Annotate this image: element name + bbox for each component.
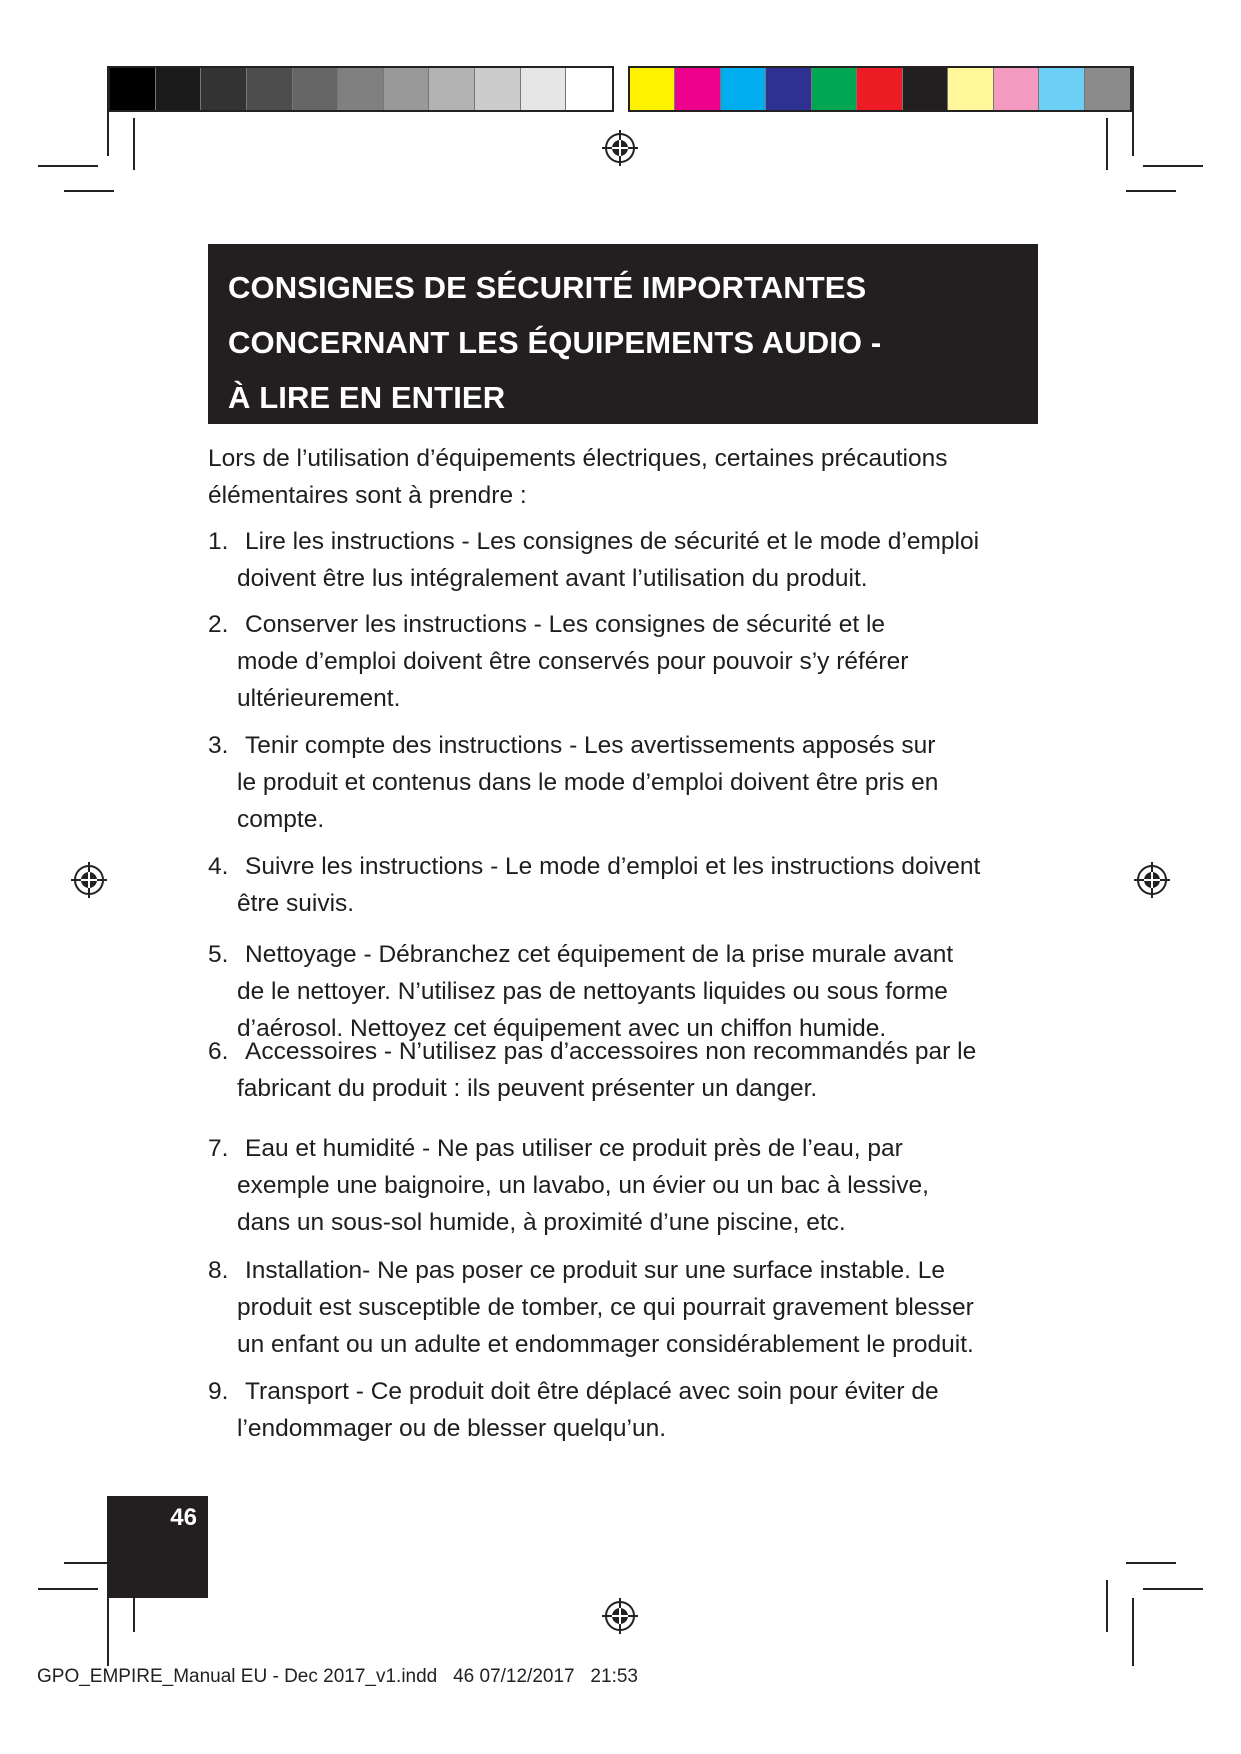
color-swatch [521,68,567,110]
color-swatch [475,68,521,110]
list-item [208,523,1053,597]
list-item-number: 3. [208,732,229,759]
section-title-box [208,244,1038,424]
registration-mark-icon [600,1596,640,1636]
grayscale-calibration-bar [108,66,614,112]
color-swatch [1039,68,1084,110]
color-swatch [766,68,811,110]
section-title-line: CONCERNANT LES ÉQUIPEMENTS AUDIO - [228,325,882,360]
crop-mark [1106,118,1108,170]
list-item-number: 4. [208,853,229,880]
list-item-line: doivent être lus intégralement avant l’utilisation du produit. [237,565,868,592]
list-item-line: Lire les instructions - Les consignes de sécurité et le mode d’emploi [245,528,980,555]
crop-mark [38,1588,98,1590]
color-swatch [429,68,475,110]
intro-line: Lors de l’utilisation d’équipements électriques, certaines précautions [208,445,948,472]
crop-mark [1126,190,1176,192]
crop-mark [1126,1562,1176,1564]
color-swatch [110,68,156,110]
crop-mark [133,118,135,170]
crop-mark [1143,1588,1203,1590]
list-item-line: de le nettoyer. N’utilisez pas de nettoyants liquides ou sous forme [237,978,948,1005]
list-item-number: 7. [208,1135,229,1162]
crop-mark [107,1598,109,1666]
section-title-line: CONSIGNES DE SÉCURITÉ IMPORTANTES [228,270,867,305]
list-item [208,727,1053,838]
crop-mark [1132,1598,1134,1666]
color-swatch [812,68,857,110]
list-item-line: fabricant du produit : ils peuvent présenter un danger. [237,1075,818,1102]
print-slug: GPO_EMPIRE_Manual EU - Dec 2017_v1.indd 46 07/12/2017 21:53 [37,1666,638,1687]
list-item-number: 9. [208,1378,229,1405]
color-swatch [903,68,948,110]
color-swatch [675,68,720,110]
color-swatch [721,68,766,110]
list-item-line: dans un sous-sol humide, à proximité d’une piscine, etc. [237,1209,846,1236]
color-swatch [338,68,384,110]
color-swatch [630,68,675,110]
list-item-line: Suivre les instructions - Le mode d’emploi et les instructions doivent [245,853,981,880]
list-item-line: Conserver les instructions - Les consignes de sécurité et le [245,611,886,638]
list-item-line: Transport - Ce produit doit être déplacé avec soin pour éviter de [245,1378,939,1405]
list-item-number: 5. [208,941,229,968]
list-item-line: l’endommager ou de blesser quelqu’un. [237,1415,667,1442]
color-calibration-bar [628,66,1132,112]
list-item [208,1373,1053,1447]
color-swatch [857,68,902,110]
list-item-line: d’aérosol. Nettoyez cet équipement avec un chiffon humide. [237,1015,887,1042]
color-swatch [566,68,612,110]
list-item-number: 2. [208,611,229,638]
list-item-line: produit est susceptible de tomber, ce qui pourrait gravement blesser [237,1294,974,1321]
list-item [208,848,1053,922]
list-item-number: 1. [208,528,229,555]
list-item-number: 6. [208,1038,229,1065]
section-title-line: À LIRE EN ENTIER [228,380,506,415]
list-item-number: 8. [208,1257,229,1284]
list-item [208,1252,1053,1363]
crop-mark [1132,66,1134,156]
list-item-line: être suivis. [237,890,355,917]
list-item-line: Nettoyage - Débranchez cet équipement de la prise murale avant [245,941,954,968]
list-item-line: Installation- Ne pas poser ce produit sur une surface instable. Le [245,1257,946,1284]
list-item-line: exemple une baignoire, un lavabo, un évier ou un bac à lessive, [237,1172,929,1199]
crop-mark [1143,165,1203,167]
page-number-tab [107,1496,208,1598]
list-item [208,1130,1053,1241]
list-item-line: Tenir compte des instructions - Les avertissements apposés sur [245,732,936,759]
color-swatch [384,68,430,110]
list-item-line: ultérieurement. [237,685,401,712]
list-item-line: Accessoires - N’utilisez pas d’accessoires non recommandés par le [245,1038,977,1065]
registration-mark-icon [69,860,109,900]
crop-mark [107,66,109,156]
list-item-line: compte. [237,806,325,833]
color-swatch [994,68,1039,110]
list-item-line: le produit et contenus dans le mode d’emploi doivent être pris en [237,769,939,796]
color-swatch [201,68,247,110]
color-swatch [247,68,293,110]
intro-line: élémentaires sont à prendre : [208,482,527,509]
color-swatch [293,68,339,110]
color-swatch [156,68,202,110]
color-swatch [1085,68,1130,110]
list-item [208,606,1053,717]
list-item-line: un enfant ou un adulte et endommager considérablement le produit. [237,1331,974,1358]
crop-mark [64,190,114,192]
list-item-line: mode d’emploi doivent être conservés pour pouvoir s’y référer [237,648,909,675]
list-item-line: Eau et humidité - Ne pas utiliser ce produit près de l’eau, par [245,1135,903,1162]
intro-paragraph [208,440,1048,514]
list-item [208,936,1053,1047]
list-item [208,1033,1053,1107]
color-swatch [948,68,993,110]
crop-mark [38,165,98,167]
registration-mark-icon [600,128,640,168]
page-number: 46 [170,1504,197,1531]
crop-mark [1106,1580,1108,1632]
registration-mark-icon [1132,860,1172,900]
